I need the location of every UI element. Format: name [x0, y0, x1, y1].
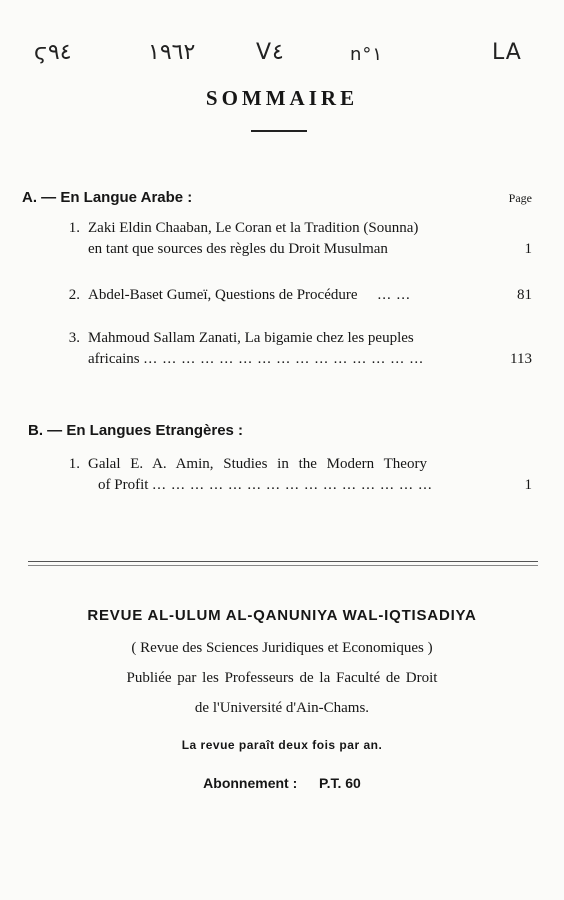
section-a-heading: A. — En Langue Arabe : — [22, 189, 193, 206]
entry-text-line: Galal E. A. Amin, Studies in the Modern Theory — [88, 456, 427, 472]
toc-entry — [58, 454, 532, 496]
entry-text-line: en tant que sources des règles du Droit Musulman — [88, 241, 388, 257]
subscription-label: Abonnement : — [203, 775, 298, 791]
dot-leader: ... ... ... ... ... ... ... ... ... ... ... ... ... ... ... — [143, 351, 424, 367]
divider-rule — [28, 561, 538, 562]
section-b-heading: B. — En Langues Etrangères : — [28, 422, 244, 439]
entry-number: 3. — [68, 330, 80, 346]
journal-subtitle: ( Revue des Sciences Juridiques et Economiques ) — [131, 640, 433, 656]
entry-number: 2. — [68, 287, 80, 303]
entry-text-line: Zaki Eldin Chaaban, Le Coran et la Tradition (Sounna) — [88, 220, 419, 236]
subscription-value: P.T. 60 — [319, 775, 361, 791]
entry-text-line: Abdel-Baset Gumeï, Questions de Procédure — [88, 287, 358, 303]
divider-rule — [28, 565, 538, 566]
handwritten-mark-1: ϛ٩٤ — [34, 40, 72, 65]
toc-entry: 2. Abdel-Baset Gumeï, Questions de Procédure ... ... 81 — [58, 285, 532, 306]
handwritten-mark-3: V٤ — [256, 40, 284, 65]
toc-entry — [58, 328, 532, 370]
subscription-line — [0, 775, 564, 791]
toc-entry — [58, 218, 532, 260]
entry-number: 1. — [68, 220, 80, 236]
entry-page: 113 — [510, 351, 532, 367]
entry-number: 1. — [68, 456, 80, 472]
journal-name: REVUE AL-ULUM AL-QANUNIYA WAL-IQTISADIYA — [87, 607, 477, 624]
entry-text-line: africains — [88, 351, 140, 367]
page-title: SOMMAIRE — [205, 86, 359, 110]
publisher-line-1: Publiée par les Professeurs de la Faculté de Droit — [126, 670, 438, 686]
page-column-label: Page — [508, 191, 532, 205]
frequency-note: La revue paraît deux fois par an. — [181, 738, 383, 752]
handwritten-mark-4: n°١ — [350, 44, 383, 65]
title-underline — [251, 130, 307, 132]
handwritten-mark-5: LA — [492, 40, 522, 65]
entry-page: 81 — [517, 287, 532, 303]
dot-leader: ... ... ... ... ... ... ... ... ... ... ... ... ... ... ... — [152, 477, 433, 493]
publisher-line-2: de l'Université d'Ain-Chams. — [194, 700, 370, 716]
handwritten-mark-2: ١٩٦٢ — [148, 40, 196, 65]
entry-text-line: of Profit — [98, 477, 149, 493]
entry-page: 1 — [524, 241, 532, 257]
entry-page: 1 — [524, 477, 532, 493]
entry-text-line: Mahmoud Sallam Zanati, La bigamie chez les peuples — [88, 330, 414, 346]
